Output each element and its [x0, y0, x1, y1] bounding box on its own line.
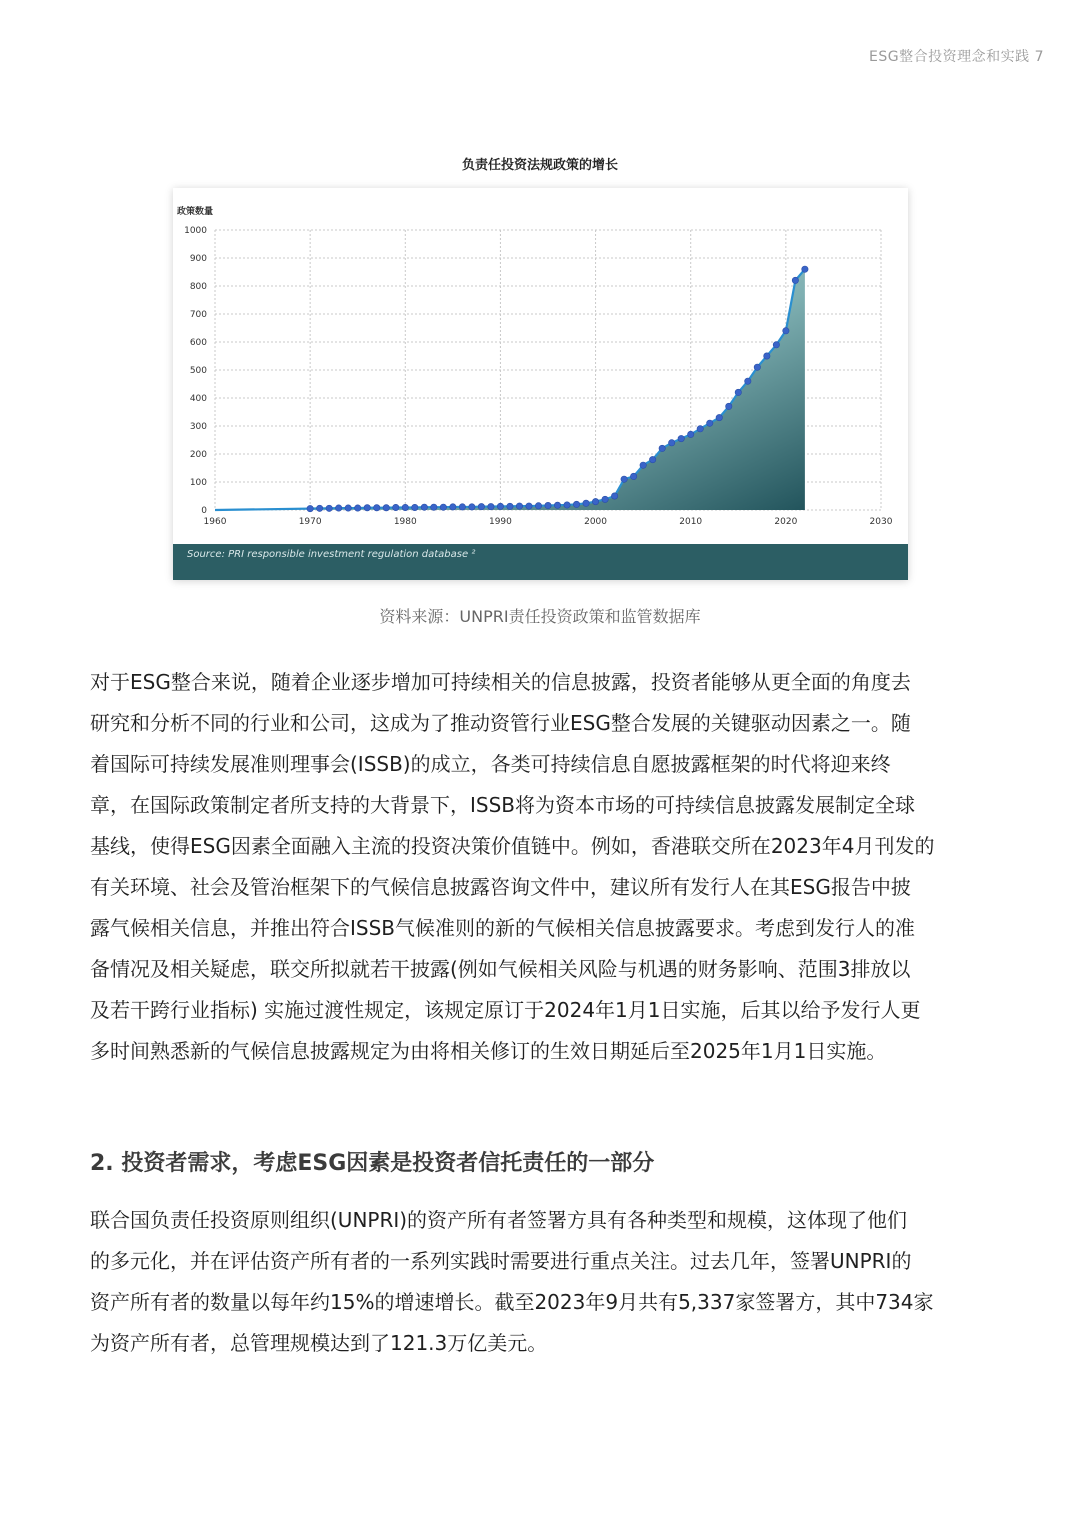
data-point — [678, 435, 684, 441]
data-point — [374, 505, 380, 511]
data-point — [335, 505, 341, 511]
data-point — [412, 504, 418, 510]
y-tick-label: 0 — [201, 506, 207, 516]
y-axis-label: 政策数量 — [177, 207, 214, 217]
data-point — [316, 505, 322, 511]
paragraph-line: 为资产所有者，总管理规模达到了121.3万亿美元。 — [90, 1331, 548, 1355]
data-point — [564, 502, 570, 508]
x-tick-label: 1990 — [488, 517, 512, 527]
paragraph-line: 研究和分析不同的行业和公司，这成为了推动资管行业ESG整合发展的关键驱动因素之一。随 — [90, 711, 911, 735]
y-tick-label: 400 — [189, 394, 207, 404]
data-point — [573, 501, 579, 507]
paragraph-line: 及若干跨行业指标) 实施过渡性规定，该规定原订于2024年1月1日实施，后其以给予发行人更 — [90, 998, 921, 1022]
data-point — [659, 445, 665, 451]
y-tick-label: 500 — [189, 366, 207, 376]
x-tick-label: 2030 — [869, 517, 893, 527]
data-point — [602, 496, 608, 502]
data-point — [554, 502, 560, 508]
x-tick-label: 2020 — [774, 517, 798, 527]
y-tick-label: 700 — [189, 310, 207, 320]
series-area — [310, 269, 805, 510]
paragraph-line: 的多元化，并在评估资产所有者的一系列实践时需要进行重点关注。过去几年，签署UNPRI的 — [90, 1249, 912, 1273]
data-point — [802, 266, 808, 272]
data-point — [592, 498, 598, 504]
data-point — [621, 476, 627, 482]
chart-card — [173, 188, 908, 580]
data-point — [668, 440, 674, 446]
data-point — [516, 503, 522, 509]
data-point — [478, 503, 484, 509]
paragraph-line: 章，在国际政策制定者所支持的大背景下，ISSB将为资本市场的可持续信息披露发展制定全球 — [90, 793, 916, 817]
data-point — [393, 504, 399, 510]
paragraph-line: 基线，使得ESG因素全面融入主流的投资决策价值链中。例如，香港联交所在2023年4月刊发的 — [90, 834, 935, 858]
data-point — [735, 389, 741, 395]
data-point — [345, 505, 351, 511]
figure-caption: 资料来源：UNPRI责任投资政策和监管数据库 — [379, 607, 701, 626]
x-tick-label: 2000 — [584, 517, 608, 527]
data-point — [640, 462, 646, 468]
y-tick-label: 1000 — [184, 226, 207, 236]
data-point — [402, 504, 408, 510]
paragraph-line: 有关环境、社会及管治框架下的气候信息披露咨询文件中，建议所有发行人在其ESG报告中披 — [90, 875, 911, 899]
data-point — [431, 504, 437, 510]
policy-growth-chart — [173, 188, 908, 580]
paragraph-unpri — [90, 1200, 995, 1364]
paragraph-line: 资产所有者的数量以每年约15%的增速增长。截至2023年9月共有5,337家签署方，其中734家 — [90, 1290, 934, 1314]
paragraph-line: 多时间熟悉新的气候信息披露规定为由将相关修订的生效日期延后至2025年1月1日实施。 — [90, 1039, 887, 1063]
x-tick-label: 1970 — [298, 517, 322, 527]
y-tick-label: 600 — [189, 338, 207, 348]
paragraph-esg-integration — [90, 662, 995, 1072]
data-point — [440, 504, 446, 510]
chart-source: Source: PRI responsible investment regulation database ² — [173, 544, 908, 580]
x-tick-label: 2010 — [679, 517, 703, 527]
y-tick-label: 300 — [189, 422, 207, 432]
paragraph-line: 着国际可持续发展准则理事会(ISSB)的成立，各类可持续信息自愿披露框架的时代将迎来终 — [90, 752, 891, 776]
chart-title: 负责任投资法规政策的增长 — [461, 158, 618, 173]
data-point — [773, 342, 779, 348]
data-point — [450, 504, 456, 510]
data-point — [583, 500, 589, 506]
data-point — [469, 504, 475, 510]
x-tick-label: 1980 — [393, 517, 417, 527]
data-point — [307, 505, 313, 511]
page-header: ESG整合投资理念和实践 7 — [869, 49, 1044, 65]
data-point — [688, 431, 694, 437]
data-point — [421, 504, 427, 510]
data-point — [764, 353, 770, 359]
paragraph-line: 备情况及相关疑虑，联交所拟就若干披露(例如气候相关风险与机遇的财务影响、范围3排放以 — [90, 957, 911, 981]
section-heading: 2. 投资者需求，考虑ESG因素是投资者信托责任的一部分 — [90, 1151, 655, 1176]
data-point — [754, 364, 760, 370]
paragraph-line: 对于ESG整合来说，随着企业逐步增加可持续相关的信息披露，投资者能够从更全面的角度去 — [90, 670, 911, 694]
y-tick-label: 200 — [189, 450, 207, 460]
data-point — [630, 473, 636, 479]
data-point — [716, 414, 722, 420]
data-point — [649, 456, 655, 462]
data-point — [611, 493, 617, 499]
data-point — [526, 503, 532, 509]
data-point — [497, 503, 503, 509]
y-tick-label: 900 — [189, 254, 207, 264]
data-point — [745, 378, 751, 384]
data-point — [459, 504, 465, 510]
x-tick-label: 1960 — [203, 517, 227, 527]
paragraph-line: 联合国负责任投资原则组织(UNPRI)的资产所有者签署方具有各种类型和规模，这体现了他们 — [90, 1208, 908, 1232]
data-point — [326, 505, 332, 511]
data-point — [488, 503, 494, 509]
y-tick-label: 800 — [189, 282, 207, 292]
y-tick-label: 100 — [189, 478, 207, 488]
data-point — [697, 426, 703, 432]
data-point — [545, 502, 551, 508]
paragraph-line: 露气候相关信息，并推出符合ISSB气候准则的新的气候相关信息披露要求。考虑到发行人的准 — [90, 916, 916, 940]
data-point — [383, 505, 389, 511]
data-point — [792, 277, 798, 283]
data-point — [707, 420, 713, 426]
data-point — [783, 328, 789, 334]
data-point — [726, 403, 732, 409]
data-point — [535, 503, 541, 509]
data-point — [507, 503, 513, 509]
data-point — [364, 505, 370, 511]
data-point — [355, 505, 361, 511]
